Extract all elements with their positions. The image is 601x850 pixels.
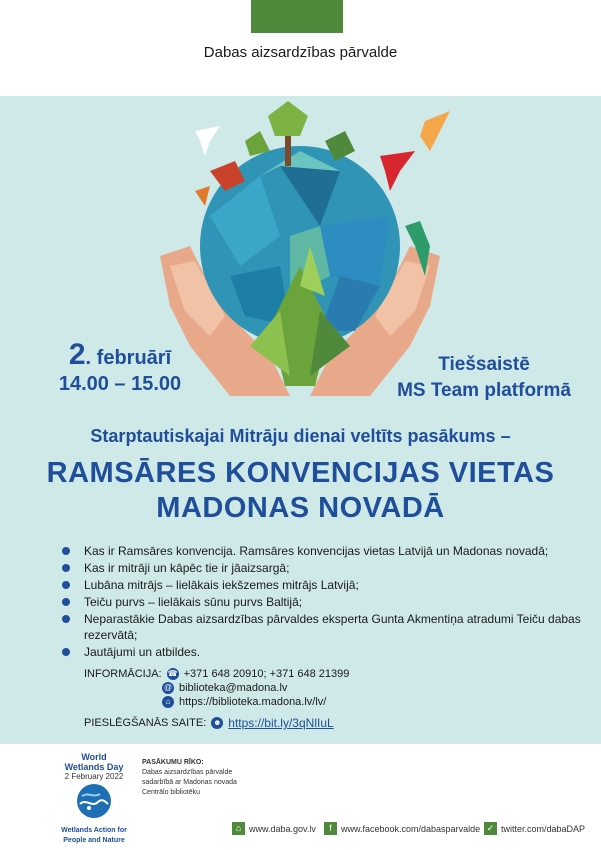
world-wetlands-day-logo <box>52 752 136 845</box>
agenda-list <box>62 543 582 661</box>
wwd-title-line-1: World <box>81 752 107 762</box>
top-brand-bar <box>251 0 343 33</box>
headline-line-1: RAMSĀRES KONVENCIJAS VIETAS <box>46 457 555 489</box>
phone-icon: ☎ <box>167 669 178 678</box>
footer-website-text: www.daba.gov.lv <box>249 823 316 834</box>
online-label: Tiešsaistē <box>438 354 530 375</box>
email-row <box>162 682 287 694</box>
footer-website[interactable] <box>232 822 316 835</box>
twitter-icon: ✓ <box>484 822 497 835</box>
organizer-heading: PASĀKUMU RĪKO: <box>142 759 204 766</box>
agenda-item: Jautājumi un atbildes. <box>62 644 582 660</box>
event-date-time <box>30 338 210 397</box>
join-link[interactable]: https://bit.ly/3qNlIuL <box>228 716 334 730</box>
organizer-line: sadarbībā ar Madonas novada <box>142 779 237 786</box>
organizer-line: Dabas aizsardzības pārvalde <box>142 769 233 776</box>
wwd-title-line-2: Wetlands Day <box>64 762 124 772</box>
home-icon: ⌂ <box>232 822 245 835</box>
organizer-info <box>142 758 237 798</box>
wetlands-emblem-icon <box>74 782 114 820</box>
footer-facebook[interactable] <box>324 822 480 835</box>
website-row <box>162 696 326 708</box>
agenda-item: Teiču purvs – lielākais sūnu purvs Baltijā; <box>62 594 582 610</box>
footer-facebook-text: www.facebook.com/dabasparvalde <box>341 823 481 834</box>
info-label: INFORMĀCIJA: <box>84 668 162 680</box>
org-title: Dabas aizsardzības pārvalde <box>203 44 398 61</box>
join-link-row <box>84 716 334 730</box>
join-link-label: PIESLĒGŠANĀS SAITE: <box>84 717 207 729</box>
event-subtitle: Starptautiskajai Mitrāju dienai veltīts pasākums – <box>90 426 511 446</box>
platform-label: MS Team platformā <box>397 380 571 401</box>
agenda-item: Kas ir Ramsāres konvencija. Ramsāres konvencijas vietas Latvijā un Madonas novadā; <box>62 543 582 559</box>
email-address[interactable]: biblioteka@madona.lv <box>179 682 288 694</box>
date-number: 2 <box>68 338 86 371</box>
footer-twitter-text: twitter.com/dabaDAP <box>501 823 586 834</box>
headline-line-2: MADONAS NOVADĀ <box>156 492 445 524</box>
wwd-tagline-line-1: Wetlands Action for <box>61 827 127 834</box>
event-location <box>384 352 584 404</box>
wwd-date: 2 February 2022 <box>64 772 124 781</box>
footer-links <box>232 822 592 838</box>
facebook-icon: f <box>324 822 337 835</box>
agenda-item: Kas ir mitrāji un kāpēc tie ir jāaizsargā; <box>62 560 582 576</box>
phone-row <box>84 668 349 680</box>
phone-numbers: +371 648 20910; +371 648 21399 <box>183 668 350 680</box>
organizer-line: Centrālo bibliotēku <box>142 789 200 796</box>
agenda-item: Neparastākie Dabas aizsardzības pārvaldes eksperta Gunta Akmentiņa atradumi Teiču dabas rezervātā; <box>62 611 582 643</box>
event-date <box>30 338 210 371</box>
home-icon: ⌂ <box>162 696 174 708</box>
event-time: 14.00 – 15.00 <box>58 373 182 395</box>
people-icon: ☻ <box>213 718 222 727</box>
event-headline <box>0 456 601 526</box>
poster <box>0 96 601 744</box>
wwd-tagline-line-2: People and Nature <box>63 837 125 844</box>
agenda-item: Lubāna mitrājs – lielākais iekšzemes mitrājs Latvijā; <box>62 577 582 593</box>
footer-twitter[interactable] <box>484 822 585 835</box>
at-icon: @ <box>163 683 173 692</box>
date-month: . februārī <box>85 347 172 369</box>
library-website[interactable]: https://biblioteka.madona.lv/lv/ <box>179 696 327 708</box>
